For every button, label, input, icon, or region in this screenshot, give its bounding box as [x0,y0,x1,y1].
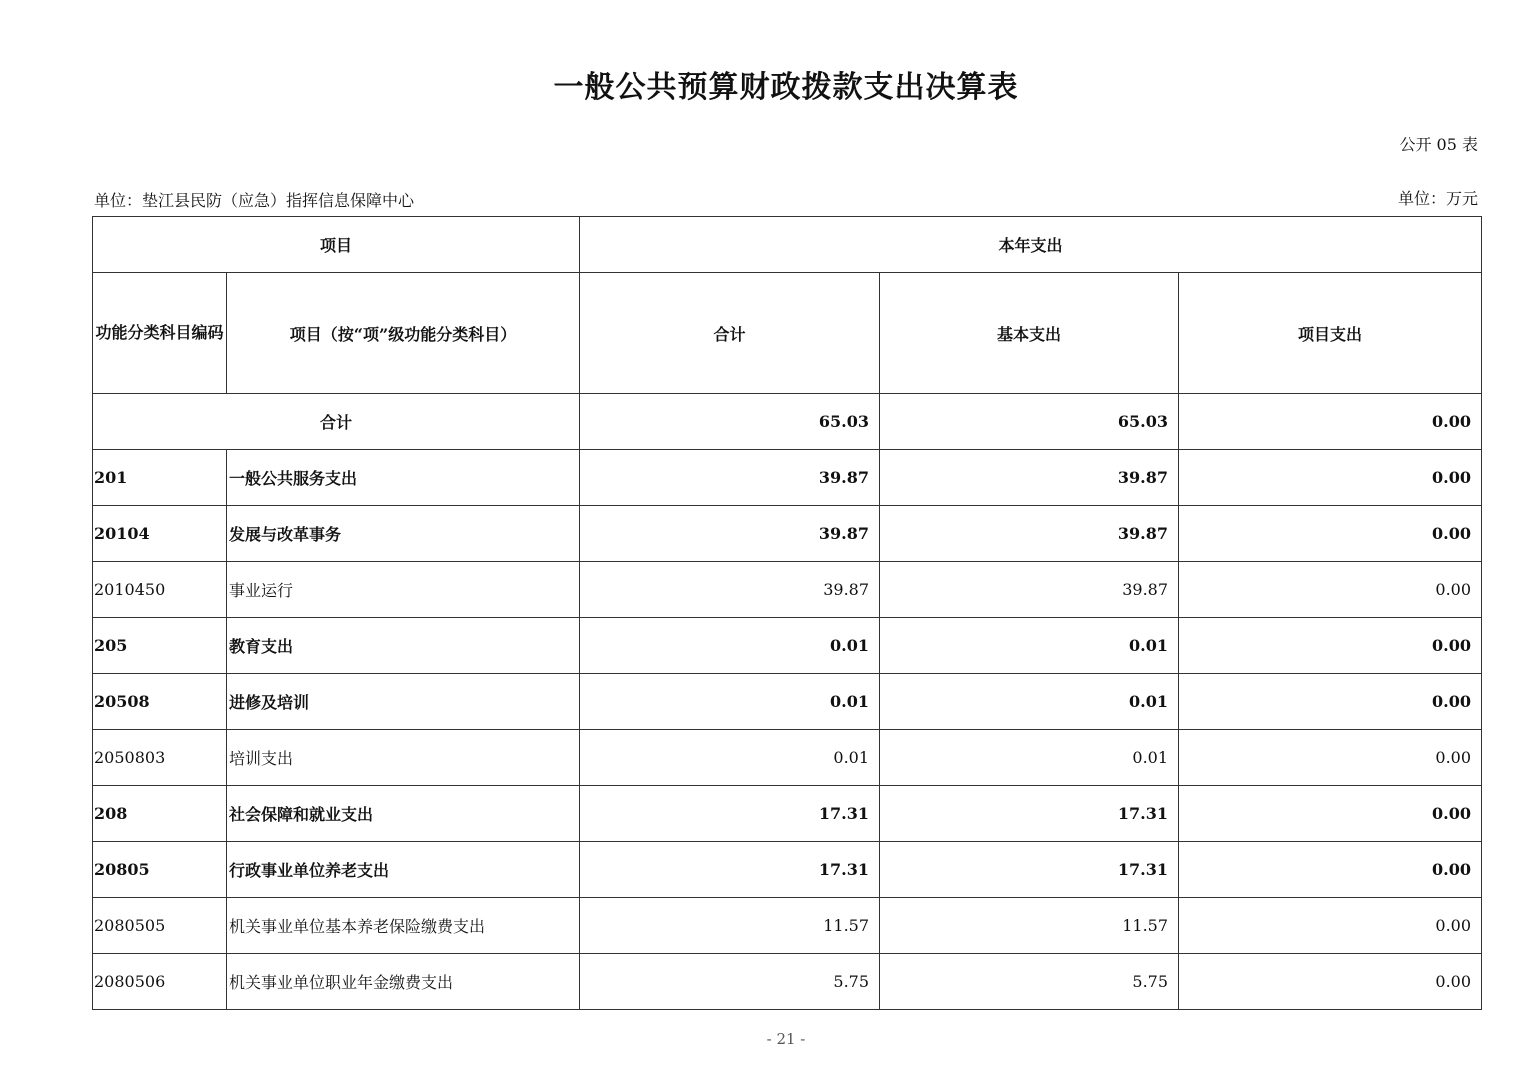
row-basic: 17.31 [880,786,1179,842]
row-basic: 39.87 [880,506,1179,562]
row-total: 5.75 [580,954,880,1010]
header-item: 项目 [93,217,580,273]
row-name: 行政事业单位养老支出 [227,842,580,898]
table-row [93,450,1482,506]
header-current-year: 本年支出 [580,217,1482,273]
header-code: 功能分类科目编码 [93,273,227,394]
row-name: 机关事业单位职业年金缴费支出 [227,954,580,1010]
row-code: 20508 [93,674,227,730]
row-code: 2050803 [93,730,227,786]
table-row [93,898,1482,954]
row-name: 培训支出 [227,730,580,786]
row-total: 17.31 [580,786,880,842]
row-total: 39.87 [580,450,880,506]
header-project: 项目支出 [1179,273,1482,394]
header-name: 项目（按“项”级功能分类科目） [227,273,580,394]
row-project: 0.00 [1179,898,1482,954]
row-total: 0.01 [580,730,880,786]
row-project: 0.00 [1179,954,1482,1010]
row-code: 2080505 [93,898,227,954]
total-project: 0.00 [1179,394,1482,450]
organization-unit: 单位：垫江县民防（应急）指挥信息保障中心 [94,191,415,210]
row-basic: 39.87 [880,450,1179,506]
currency-unit: 单位：万元 [1397,189,1478,208]
table-row [93,562,1482,618]
row-project: 0.00 [1179,674,1482,730]
row-total: 39.87 [580,562,880,618]
header-basic: 基本支出 [880,273,1179,394]
table-row [93,674,1482,730]
total-label: 合计 [93,394,580,450]
total-basic: 65.03 [880,394,1179,450]
table-row [93,506,1482,562]
row-name: 进修及培训 [227,674,580,730]
row-basic: 17.31 [880,842,1179,898]
row-project: 0.00 [1179,506,1482,562]
row-basic: 0.01 [880,730,1179,786]
row-project: 0.00 [1179,842,1482,898]
form-number: 公开 05 表 [1399,135,1478,154]
page-number: - 21 - [766,1030,806,1048]
header-total: 合计 [580,273,880,394]
row-name: 发展与改革事务 [227,506,580,562]
row-name: 事业运行 [227,562,580,618]
total-total: 65.03 [580,394,880,450]
table-row [93,954,1482,1010]
row-code: 2010450 [93,562,227,618]
row-name: 一般公共服务支出 [227,450,580,506]
row-code: 201 [93,450,227,506]
row-code: 20805 [93,842,227,898]
table-row [93,786,1482,842]
row-total: 0.01 [580,674,880,730]
row-basic: 11.57 [880,898,1179,954]
row-basic: 39.87 [880,562,1179,618]
header-row-2 [93,273,1482,394]
header-row-1 [93,217,1482,273]
row-project: 0.00 [1179,786,1482,842]
row-project: 0.00 [1179,730,1482,786]
row-name: 社会保障和就业支出 [227,786,580,842]
row-total: 17.31 [580,842,880,898]
row-basic: 0.01 [880,618,1179,674]
row-basic: 0.01 [880,674,1179,730]
row-project: 0.00 [1179,562,1482,618]
total-row [93,394,1482,450]
row-total: 39.87 [580,506,880,562]
row-project: 0.00 [1179,618,1482,674]
row-code: 2080506 [93,954,227,1010]
row-total: 11.57 [580,898,880,954]
page-title: 一般公共预算财政拨款支出决算表 [553,70,1019,105]
row-project: 0.00 [1179,450,1482,506]
table-row [93,618,1482,674]
budget-table [92,216,1482,1010]
row-basic: 5.75 [880,954,1179,1010]
row-total: 0.01 [580,618,880,674]
row-name: 教育支出 [227,618,580,674]
table-row [93,842,1482,898]
row-code: 20104 [93,506,227,562]
row-name: 机关事业单位基本养老保险缴费支出 [227,898,580,954]
row-code: 205 [93,618,227,674]
table-row [93,730,1482,786]
row-code: 208 [93,786,227,842]
